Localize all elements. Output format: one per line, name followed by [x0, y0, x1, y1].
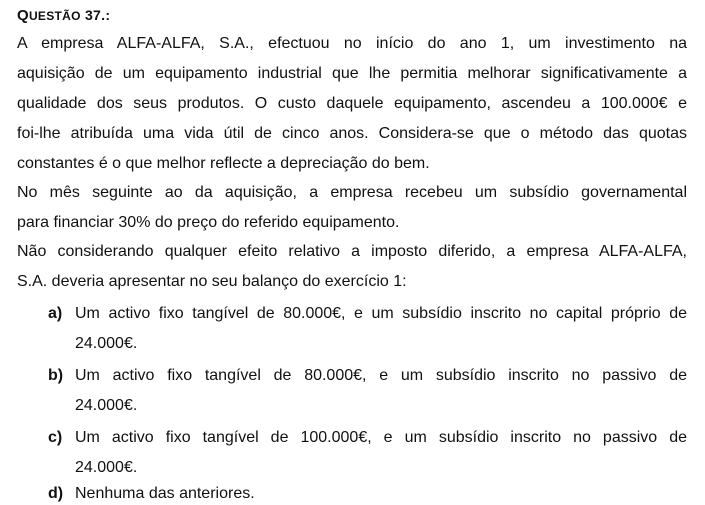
paragraph-1-line-3: qualidade dos seus produtos. O custo daquele equipamento, ascendeu a 100.000€ e: [17, 95, 687, 112]
paragraph-3-line-1: Não considerando qualquer efeito relativo a imposto diferido, a empresa ALFA-ALFA,: [17, 243, 687, 260]
option-b-line-1: Um activo fixo tangível de 80.000€, e um subsídio inscrito no passivo de: [75, 367, 687, 384]
option-a-line-1: Um activo fixo tangível de 80.000€, e um subsídio inscrito no capital próprio de: [75, 305, 687, 322]
question-title-initial: Q: [17, 7, 29, 24]
option-a-line-2: 24.000€.: [75, 335, 138, 352]
paragraph-2-line-2: para financiar 30% do preço do referido equipamento.: [17, 214, 400, 231]
paragraph-1-line-4: foi-lhe atribuída uma vida útil de cinco anos. Considera-se que o método das quotas: [17, 125, 687, 142]
option-b-line-2: 24.000€.: [75, 397, 138, 414]
option-c-letter: c): [48, 429, 63, 446]
option-a-letter: a): [48, 305, 63, 322]
paragraph-1-line-5: constantes é o que melhor reflecte a depreciação do bem.: [17, 155, 430, 172]
question-title: [17, 7, 110, 24]
question-number: 37.:: [80, 7, 111, 23]
paragraph-2-line-1: No mês seguinte ao da aquisição, a empresa recebeu um subsídio governamental: [17, 184, 687, 201]
question-title-word: UESTÃO: [28, 9, 81, 23]
option-b-letter: b): [48, 367, 64, 384]
option-d-letter: d): [48, 485, 64, 502]
option-c-line-1: Um activo fixo tangível de 100.000€, e um subsídio inscrito no passivo de: [75, 429, 687, 446]
option-d-line-1: Nenhuma das anteriores.: [75, 485, 255, 502]
option-c-line-2: 24.000€.: [75, 459, 138, 476]
paragraph-1-line-2: aquisição de um equipamento industrial que lhe permitia melhorar significativamente a: [17, 65, 687, 82]
paragraph-3-line-2: S.A. deveria apresentar no seu balanço do exercício 1:: [17, 273, 407, 290]
paragraph-1-line-1: A empresa ALFA-ALFA, S.A., efectuou no início do ano 1, um investimento na: [17, 35, 687, 52]
